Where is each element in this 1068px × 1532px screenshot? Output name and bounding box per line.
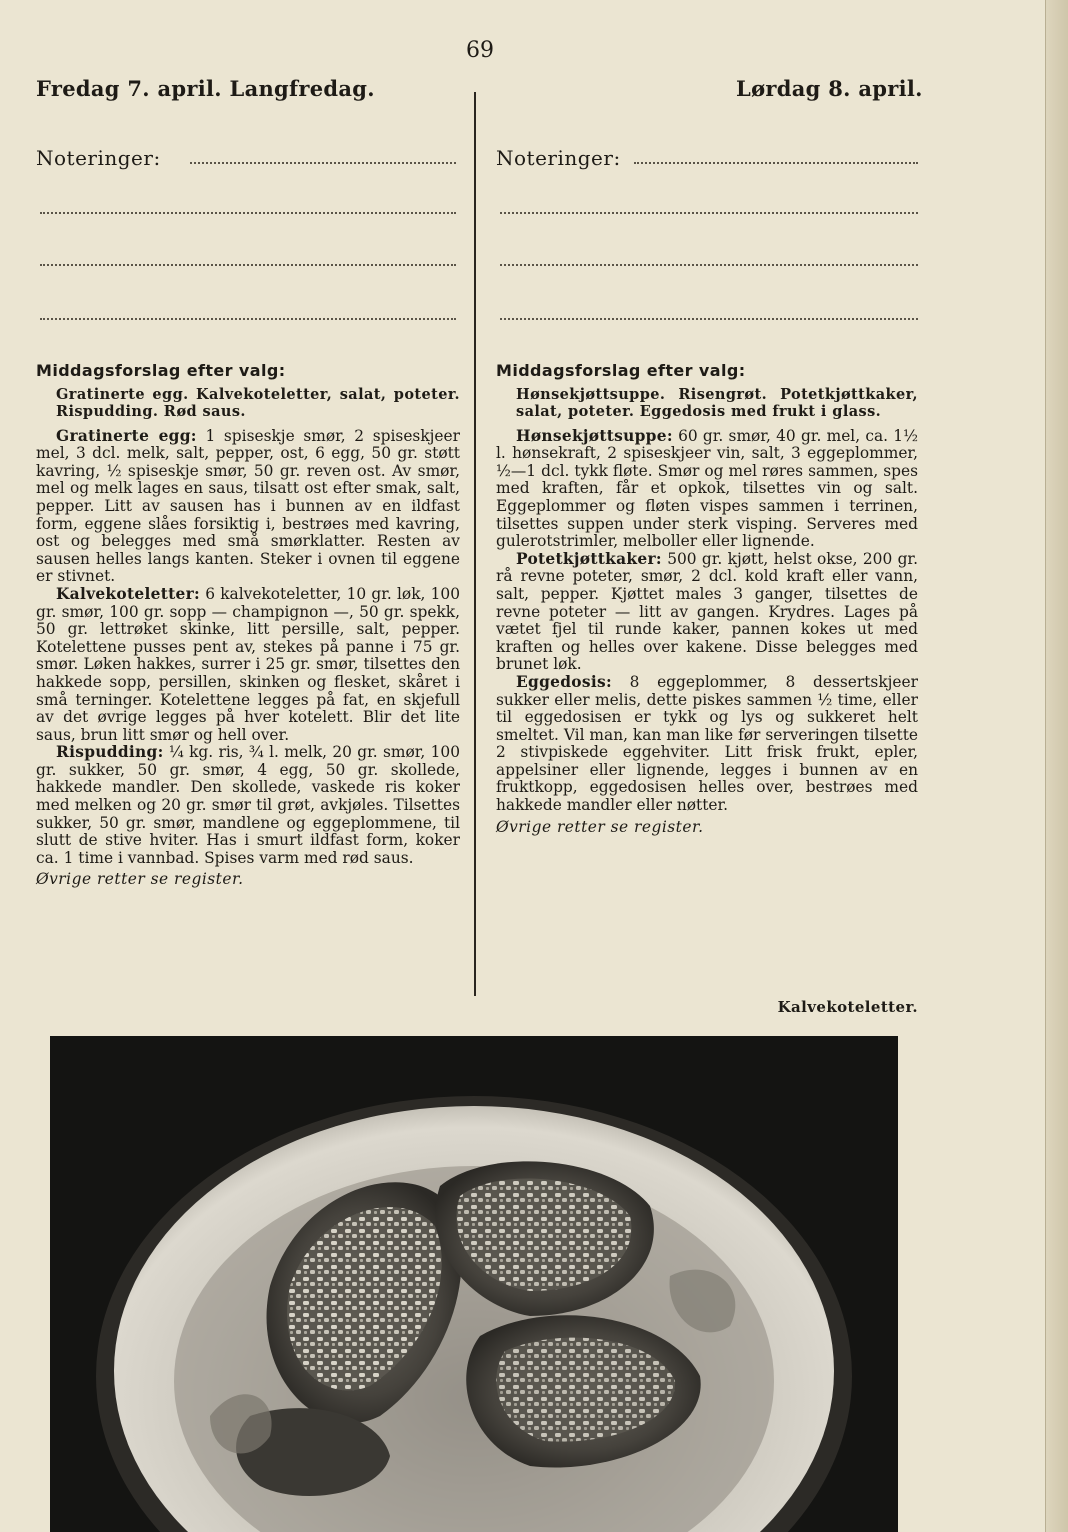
right-notes-line	[500, 318, 918, 320]
recipe-text: 60 gr. smør, 40 gr. mel, ca. 1½ l. hønsekraft, 2 spiseskjeer vin, salt, 3 eggeplommer, ½—1 dcl. tykk fløte. Smør og mel røres sammen, spes med kraften, får et opkok, tilsettes vin og salt. Eggeplommer og fløten vispes sammen i terrinen, tilsettes suppen under sterk visping. Serveres med gulerotstrimler, melboller eller lignende.	[496, 426, 918, 551]
recipe-gratinerte-egg	[36, 428, 460, 586]
recipe-text: 8 eggeplommer, 8 dessertskjeer sukker eller melis, dette piskes sammen ½ time, eller til eggedosisen er tykk og lys og sukkeret helt smeltet. Vil man, kan man like før serveringen tilsette 2 stivpiskede eggehviter. Litt frisk frukt, epler, appelsiner eller lignende, legges i bunnen av en fruktkopp, eggedosisen helles over, bestrøes med hakkede mandler eller nøtter.	[496, 672, 918, 815]
plate-illustration	[50, 1036, 898, 1532]
left-dinner-heading: Middagsforslag efter valg:	[36, 361, 286, 380]
recipe-name: Gratinerte egg:	[56, 426, 197, 445]
recipe-name: Kalvekoteletter:	[56, 584, 200, 603]
right-notes-line	[634, 162, 918, 164]
page-edge	[1045, 0, 1068, 1532]
recipe-potetkjottkaker	[496, 551, 918, 674]
recipe-text: 500 gr. kjøtt, helst okse, 200 gr. rå revne poteter, smør, 2 dcl. kold kraft eller vann, salt, pepper. Kjøttet males 3 ganger, tilsettes de revne poteter — litt av gangen. Krydres. Lages på vætet fjel til runde kaker, pannen kokes ut med kraften og helles over kakene. Disse belegges med brunet løk.	[496, 549, 918, 674]
recipe-text: ¼ kg. ris, ¾ l. melk, 20 gr. smør, 100 gr. sukker, 50 gr. smør, 4 egg, 50 gr. skollede, hakkede mandler. Den skollede, vaskede ris koker med melken og 20 gr. smør til grøt, avkjøles. Tilsettes sukker, 50 gr. smør, mandlene og eggeplommene, til slutt de stive hviter. Has i smurt ildfast form, koker ca. 1 time i vannbad. Spises varm med rød saus.	[36, 743, 460, 867]
right-day-heading: Lørdag 8. april.	[736, 76, 923, 101]
left-day-heading: Fredag 7. april. Langfredag.	[36, 76, 375, 101]
page-number: 69	[466, 38, 494, 63]
column-divider	[474, 92, 476, 996]
recipe-rispudding	[36, 744, 460, 867]
dish-photo	[50, 1036, 898, 1532]
right-dinner-heading: Middagsforslag efter valg:	[496, 361, 746, 380]
right-notes-label: Noteringer:	[496, 146, 621, 170]
recipe-name: Hønsekjøttsuppe:	[516, 426, 673, 445]
recipe-honsekjottsuppe	[496, 428, 918, 551]
right-notes-line	[500, 264, 918, 266]
right-other-dishes: Øvrige retter se register.	[496, 817, 704, 836]
right-column	[496, 362, 918, 836]
left-notes-line	[40, 212, 456, 214]
left-other-dishes: Øvrige retter se register.	[36, 870, 244, 889]
recipe-name: Rispudding:	[56, 743, 164, 762]
recipe-kalvekoteletter	[36, 586, 460, 744]
left-notes-line	[190, 162, 456, 164]
right-menu: Hønsekjøttsuppe. Risengrøt. Potetkjøttkaker, salat, poteter. Eggedosis med frukt i glass.	[516, 385, 918, 420]
left-notes-line	[40, 318, 456, 320]
recipe-name: Eggedosis:	[516, 672, 612, 691]
photo-caption: Kalvekoteletter.	[777, 998, 918, 1016]
left-notes-line	[40, 264, 456, 266]
recipe-text: 1 spiseskje smør, 2 spiseskjeer mel, 3 dcl. melk, salt, pepper, ost, 6 egg, 50 gr. støtt kavring, ½ spiseskje smør, 50 gr. reven ost. Av smør, mel og melk lages en saus, tilsatt ost efter smak, salt, pepper. Litt av sausen has i bunnen av en ildfast form, eggene slåes forsiktig i, bestrøes med kavring, ost og belegges med små smørklatter. Resten av sausen helles langs kanten. Steker i ovnen til eggene er stivnet.	[36, 426, 460, 586]
recipe-eggedosis	[496, 674, 918, 815]
recipe-name: Potetkjøttkaker:	[516, 549, 662, 568]
left-column	[36, 362, 460, 889]
left-menu: Gratinerte egg. Kalvekoteletter, salat, poteter. Rispudding. Rød saus.	[56, 385, 460, 420]
recipe-text: 6 kalvekoteletter, 10 gr. løk, 100 gr. smør, 100 gr. sopp — champignon —, 50 gr. spekk, 50 gr. lettrøket skinke, litt persille, salt, pepper. Kotelettene pusses pent av, stekes på panne i 75 gr. smør. Løken hakkes, surrer i 25 gr. smør, tilsettes den hakkede sopp, persillen, skinken og flesket, skåret i små terninger. Kotelettene legges på fat, en skjefull av det øvrige legges på hver kotelett. Blir det lite saus, brun litt smør og hell over.	[36, 584, 460, 744]
right-notes-line	[500, 212, 918, 214]
left-notes-label: Noteringer:	[36, 146, 161, 170]
